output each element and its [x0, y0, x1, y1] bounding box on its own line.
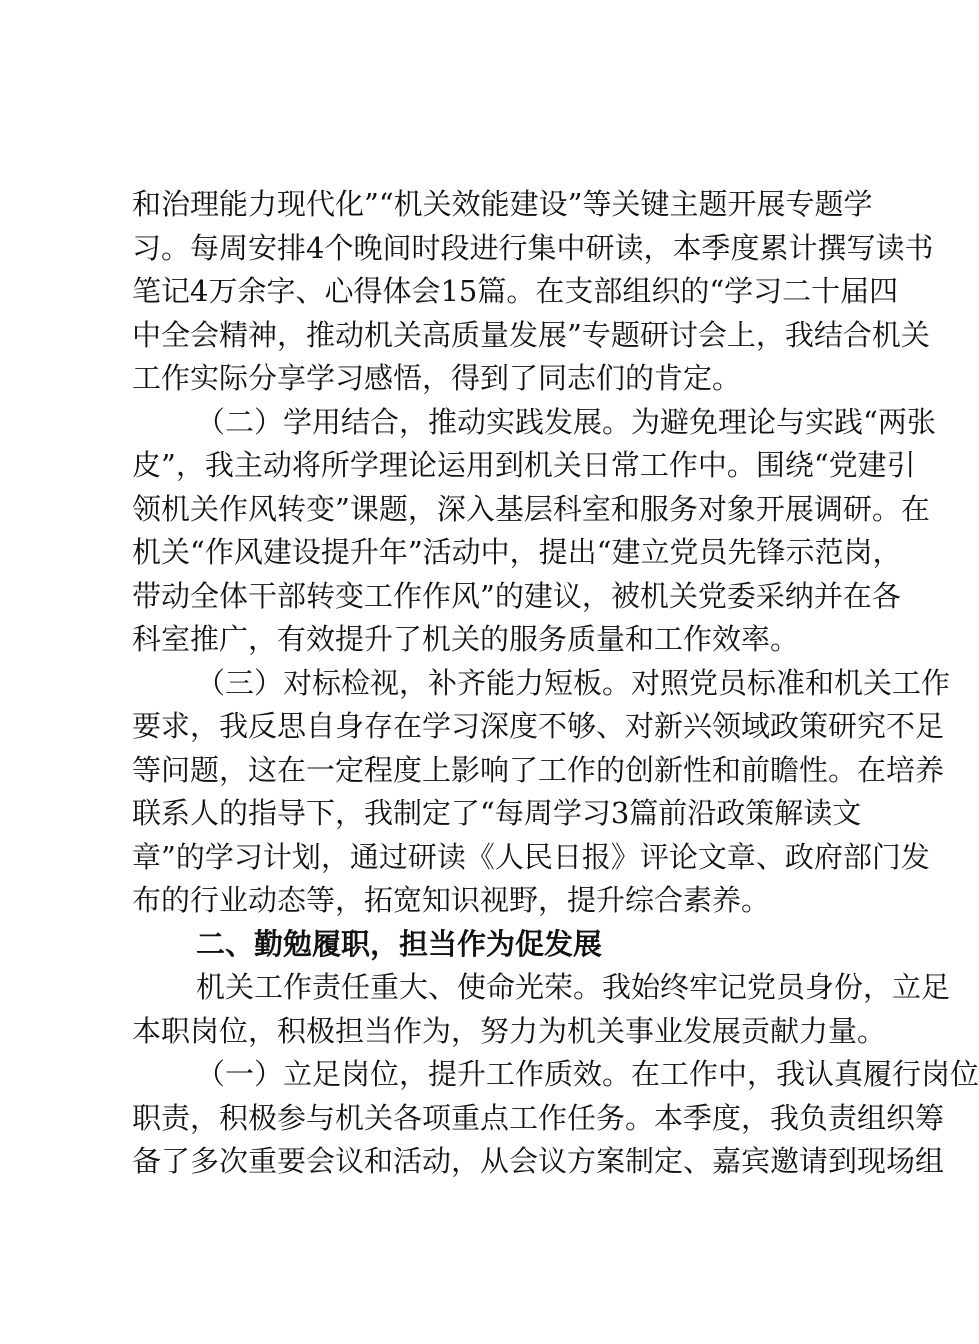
paragraph-line: 等问题，这在一定程度上影响了工作的创新性和前瞻性。在培养 — [132, 752, 945, 787]
paragraph-line: 皮”，我主动将所学理论运用到机关日常工作中。围绕“党建引 — [132, 448, 916, 482]
paragraph-line: 本职岗位，积极担当作为，努力为机关事业发展贡献力量。 — [132, 1013, 887, 1048]
paragraph-line: 要求，我反思自身存在学习深度不够、对新兴领域政策研究不足 — [132, 709, 945, 743]
document-page — [132, 183, 979, 1184]
paragraph-line: （二）学用结合，推动实践发展。为避免理论与实践“两张 — [196, 404, 936, 439]
paragraph-line: 机关“作风建设提升年”活动中，提出“建立党员先锋示范岗， — [132, 535, 902, 569]
paragraph-line: 职责，积极参与机关各项重点工作任务。本季度，我负责组织筹 — [132, 1100, 945, 1135]
paragraph-line: 带动全体干部转变工作作风”的建议，被机关党委采纳并在各 — [132, 578, 901, 613]
paragraph-line: 领机关作风转变”课题，深入基层科室和服务对象开展调研。在 — [132, 491, 930, 526]
paragraph-line: 笔记4万余字、心得体会15篇。在支部组织的“学习二十届四 — [132, 274, 899, 308]
paragraph-line: 科室推广，有效提升了机关的服务质量和工作效率。 — [132, 622, 800, 656]
paragraph-line: 机关工作责任重大、使命光荣。我始终牢记党员身份，立足 — [196, 970, 951, 1004]
paragraph-line: 习。每周安排4个晚间时段进行集中研读，本季度累计撰写读书 — [132, 230, 934, 265]
paragraph-line: 备了多次重要会议和活动，从会议方案制定、嘉宾邀请到现场组 — [132, 1144, 945, 1178]
paragraph-line: 联系人的指导下，我制定了“每周学习3篇前沿政策解读文 — [132, 796, 862, 830]
paragraph-line: 和治理能力现代化”“机关效能建设”等关键主题开展专题学 — [132, 187, 873, 221]
paragraph-line: （三）对标检视，补齐能力短板。对照党员标准和机关工作 — [196, 665, 951, 700]
paragraph-line: （一）立足岗位，提升工作质效。在工作中，我认真履行岗位 — [196, 1057, 979, 1091]
paragraph-line: 工作实际分享学习感悟，得到了同志们的肯定。 — [132, 361, 742, 395]
paragraph-line: 章”的学习计划，通过研读《人民日报》评论文章、政府部门发 — [132, 839, 930, 874]
paragraph-line: 中全会精神，推动机关高质量发展”专题研讨会上，我结合机关 — [132, 317, 930, 352]
section-heading: 二、勤勉履职，担当作为促发展 — [196, 926, 603, 961]
paragraph-line: 布的行业动态等，拓宽知识视野，提升综合素养。 — [132, 883, 771, 917]
